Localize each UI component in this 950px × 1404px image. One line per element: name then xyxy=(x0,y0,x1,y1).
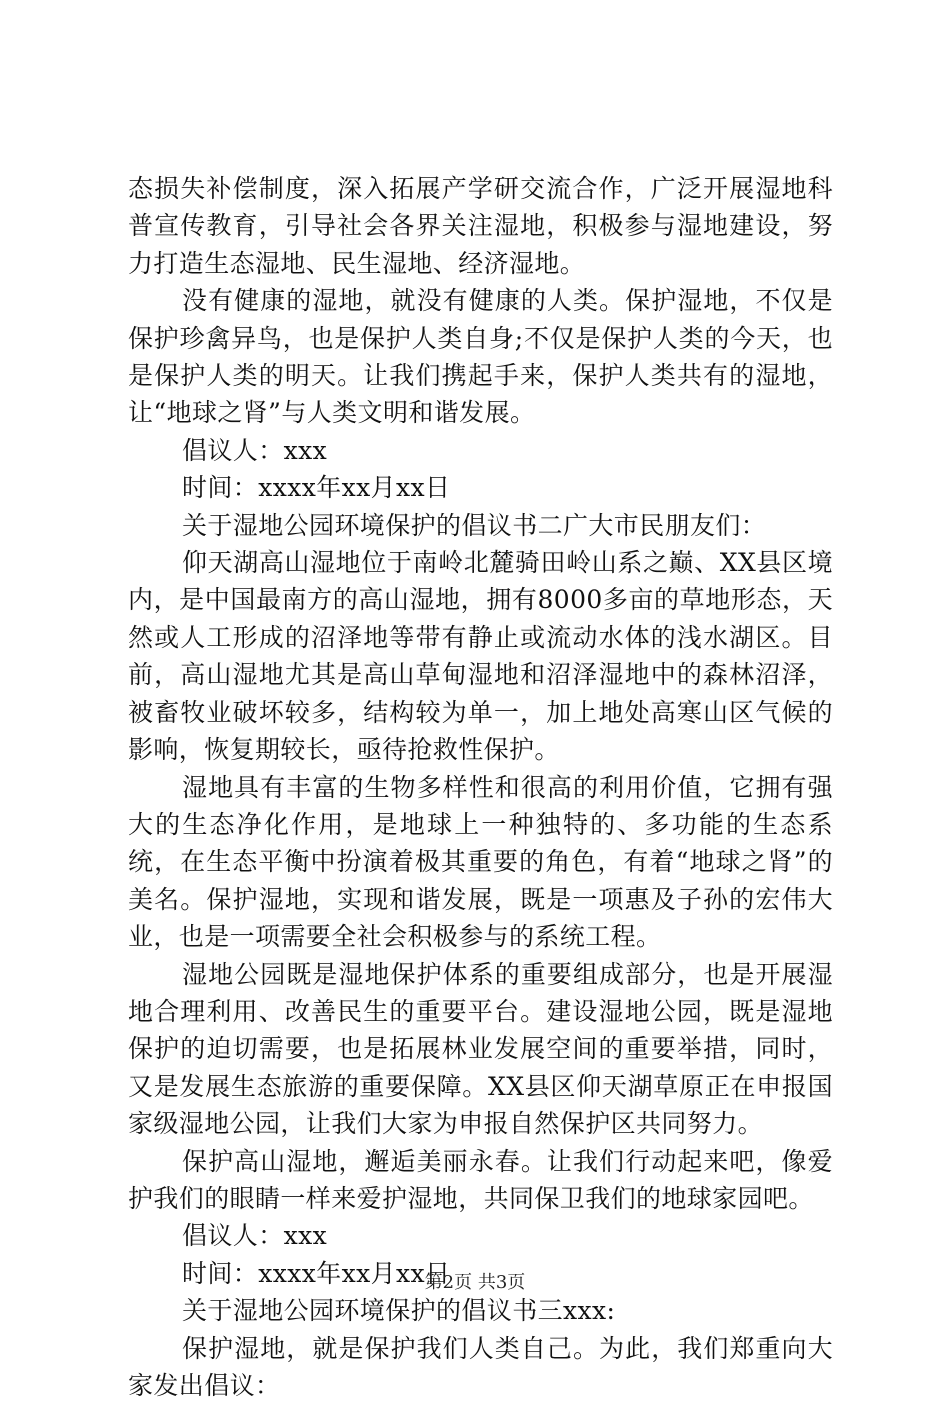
paragraph: 仰天湖高山湿地位于南岭北麓骑田岭山系之巅、XX县区境内，是中国最南方的高山湿地，拥有8000多亩的草地形态，天然或人工形成的沼泽地等带有静止或流动水体的浅水湖区。目前，高山湿地尤其是高山草甸湿地和沼泽湿地中的森林沼泽，被畜牧业破坏较多，结构较为单一，加上地处高寒山区气候的影响，恢复期较长，亟待抢救性保护。 xyxy=(128,548,833,765)
signature-line: 倡议人：xxx xyxy=(182,1221,328,1251)
paragraph: 湿地公园既是湿地保护体系的重要组成部分，也是开展湿地合理利用、改善民生的重要平台。建设湿地公园，既是湿地保护的迫切需要，也是拓展林业发展空间的重要举措，同时，又是发展生态旅游的重要保障。XX县区仰天湖草原正在申报国家级湿地公园，让我们大家为申报自然保护区共同努力。 xyxy=(128,959,833,1139)
paragraph: 没有健康的湿地，就没有健康的人类。保护湿地，不仅是保护珍禽异鸟，也是保护人类自身;不仅是保护人类的今天，也是保护人类的明天。让我们携起手来，保护人类共有的湿地，让“地球之肾”与人类文明和谐发展。 xyxy=(128,286,833,428)
date-line: 时间：xxxx年xx月xx日 xyxy=(182,473,451,503)
paragraph: 湿地具有丰富的生物多样性和很高的利用价值，它拥有强大的生态净化作用，是地球上一种独特的、多功能的生态系统，在生态平衡中扮演着极其重要的角色，有着“地球之肾”的美名。保护湿地，实现和谐发展，既是一项惠及子孙的宏伟大业，也是一项需要全社会积极参与的系统工程。 xyxy=(128,772,833,952)
paragraph: 保护高山湿地，邂逅美丽永春。让我们行动起来吧，像爱护我们的眼睛一样来爱护湿地，共同保卫我们的地球家园吧。 xyxy=(128,1146,833,1213)
page-footer: 第2页 共3页 xyxy=(424,1272,526,1293)
date-line: 时间：xxxx年xx月xx日 xyxy=(182,1258,451,1288)
section-heading: 关于湿地公园环境保护的倡议书三xxx: xyxy=(182,1296,616,1326)
signature-line: 倡议人：xxx xyxy=(182,435,328,465)
section-heading: 关于湿地公园环境保护的倡议书二广大市民朋友们： xyxy=(182,510,767,540)
paragraph: 保护湿地，就是保护我们人类自己。为此，我们郑重向大家发出倡议： xyxy=(128,1333,833,1400)
document-body xyxy=(128,170,833,1404)
paragraph-continuation: 态损失补偿制度，深入拓展产学研交流合作，广泛开展湿地科普宣传教育，引导社会各界关注湿地，积极参与湿地建设，努力打造生态湿地、民生湿地、经济湿地。 xyxy=(128,174,833,278)
